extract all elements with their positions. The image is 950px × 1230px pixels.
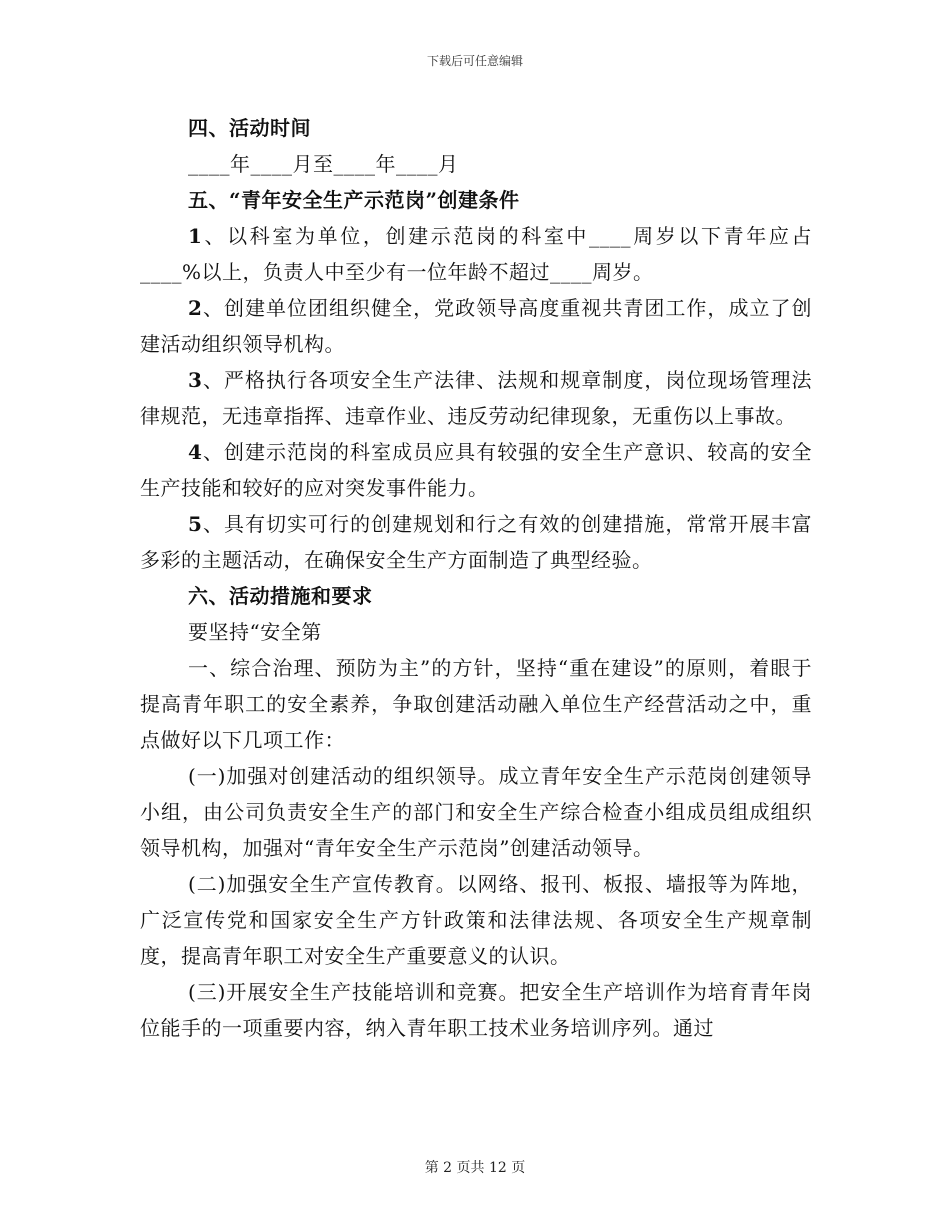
item-number: 1	[188, 224, 203, 248]
section-6-paragraph-2: 一、综合治理、预防为主”的方针，坚持“重在建设”的原则，着眼于提高青年职工的安全素养，争取创建活动融入单位生产经营活动之中，重点做好以下几项工作：	[140, 656, 812, 752]
section-6-paragraph-1: 要坚持“安全第	[188, 620, 322, 644]
section-5-heading: 五、“青年安全生产示范岗”创建条件	[188, 188, 520, 212]
condition-item-2	[140, 290, 812, 362]
item-text: 、具有切实可行的创建规划和行之有效的创建措施，常常开展丰富多彩的主题活动，在确保安全生产方面制造了典型经验。	[140, 512, 812, 572]
section-6-paragraph-4: (二)加强安全生产宣传教育。以网络、报刊、板报、墙报等为阵地，广泛宣传党和国家安全生产方针政策和法律法规、各项安全生产规章制度，提高青年职工对安全生产重要意义的认识。	[140, 872, 812, 968]
section-6-heading: 六、活动措施和要求	[188, 584, 373, 608]
condition-item-3	[140, 362, 812, 434]
condition-item-4	[140, 434, 812, 506]
item-number: 3	[188, 368, 203, 392]
section-6-paragraph-5: (三)开展安全生产技能培训和竞赛。把安全生产培训作为培育青年岗位能手的一项重要内容，纳入青年职工技术业务培训序列。通过	[140, 980, 812, 1040]
item-text: 、创建单位团组织健全，党政领导高度重视共青团工作，成立了创建活动组织领导机构。	[140, 296, 812, 356]
condition-item-5	[140, 506, 812, 578]
item-number: 2	[188, 296, 203, 320]
item-number: 4	[188, 440, 203, 464]
item-text: 、创建示范岗的科室成员应具有较强的安全生产意识、较高的安全生产技能和较好的应对突发事件能力。	[140, 440, 812, 500]
section-4-date-line: ____年____月至____年____月	[188, 152, 459, 176]
item-number: 5	[188, 512, 203, 536]
page-footer: 第 2 页共 12 页	[424, 1160, 526, 1176]
condition-item-1	[140, 218, 812, 290]
page-header: 下载后可任意编辑	[426, 54, 523, 68]
section-6-paragraph-3: (一)加强对创建活动的组织领导。成立青年安全生产示范岗创建领导小组，由公司负责安全生产的部门和安全生产综合检查小组成员组成组织领导机构，加强对“青年安全生产示范岗”创建活动领导。	[140, 764, 812, 860]
section-4-heading: 四、活动时间	[188, 116, 311, 140]
item-text: 、以科室为单位，创建示范岗的科室中____周岁以下青年应占____%以上，负责人中至少有一位年龄不超过____周岁。	[140, 224, 812, 284]
document-body	[140, 110, 812, 1046]
item-text: 、严格执行各项安全生产法律、法规和规章制度，岗位现场管理法律规范，无违章指挥、违章作业、违反劳动纪律现象，无重伤以上事故。	[140, 368, 812, 428]
